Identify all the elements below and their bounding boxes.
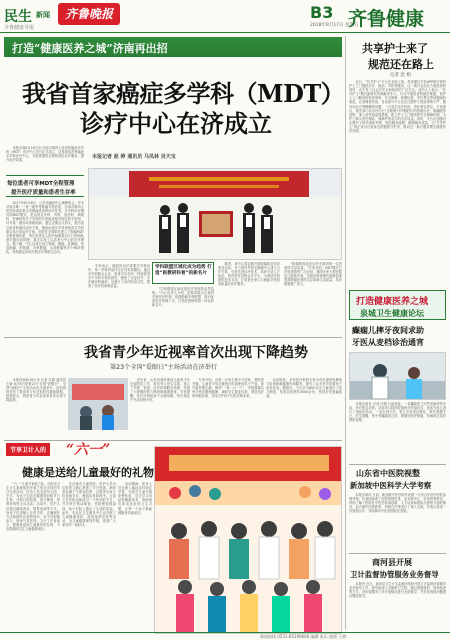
story3-kicker-bar (6, 442, 126, 458)
story2-headline: 我省青少年近视率首次出现下降趋势 (84, 345, 308, 361)
date-line: 2018年8月17日 星期五 (310, 23, 359, 28)
story3-kicker: 节享卫计人的 (6, 443, 50, 456)
story3-col2: 在济南市儿童医院，医护人员为住院患儿精心准备了节日惊喜，病房里挂满了气球和彩带，志愿者为孩子们表演节目、赠送玩具和图书，让患儿在医院也能度过一个快乐的节日。许多家长感动地说，医院想得很周到，孩子们脸上露出了久违的笑容。此外，各社区卫生服务中心也开展了儿童健康体检、疫苗接种宣传等活动，为儿童健康保驾护航，受到广大家长的一致好评。 (62, 482, 116, 527)
right-story2-title2: 牙医从麦档诊治通宵 (352, 337, 424, 347)
main-photo (88, 168, 342, 260)
story2-subhead: 第23个全国“爱眼日”主场活动在济举行 (110, 364, 218, 371)
divider-2 (4, 440, 342, 441)
eye-exam-photo-illustration (68, 378, 128, 430)
sub-line: 齐鲁健康导报 (4, 25, 35, 31)
right-story4-title2: 卫计监督协管服务业务督导 (350, 570, 439, 579)
children-day-photo-illustration (155, 447, 342, 634)
story3-col3: 活动期间，医务人员还深入偏远农村地区学校，为留守儿童开展免费体检，送去学习用品和健康读本，帮助他们养成良好的卫生习惯，让每一个孩子都能健康快乐地成长。 (118, 482, 152, 515)
main-story-col-mid2: "学科联盟区域化是医疗发展的必然趋势。"中心负责人介绍，医院将联合区域内多家医疗机构，组建肿瘤专科联盟，推动优质医疗资源下沉，打造医教研科普一体化的新名片。 (152, 287, 214, 308)
right-story3-body: 本报济南讯 日前，新加坡中医学院代表团一行到山东省中医院参观考察。代表团参观了医院的国医堂、治未病中心、针灸科等科室，详细了解了医院在中医药传承创新、人才培养和国际交流等方面的情况。双方就中医药教育、科研合作等进行了深入交流，并表示将进一步加强合作，共同推动中医药国际化发展。 (349, 493, 446, 514)
main-story-col-mid: 专家表示，癌症的治疗需要多学科协作，单一学科的治疗往往具有局限性。通过多学科联合会诊，患者可以在同一时间获得多个学科专家的意见，避免了反复挂号、多次就诊的麻烦，也减少了治疗的盲目性，提高了诊疗效率和质量。 (88, 264, 150, 289)
right-story1-byline: 记者 沈 娟 (390, 73, 411, 78)
right-divider-1 (349, 464, 446, 465)
right-story4-title1: 商河县开展 (372, 557, 412, 567)
main-headline-line2: 诊疗中心在济成立 (80, 109, 272, 138)
promo-banner-line2: 泉城卫生健康论坛 (360, 308, 424, 318)
main-story-col-right: 据悉，该中心将定期开展肿瘤防治知识普及活动，并与国内外知名肿瘤中心建立合作关系，引进先进诊疗技术，培养专业人才队伍。同时依托远程会诊平台，为基层医院提供技术支持，让患者在家门口就能享受到高质量的诊疗服务。 (218, 262, 280, 287)
masthead-rule (0, 32, 450, 33)
main-subhead-line1: 每位患者可享MDT全程管理 (7, 181, 75, 187)
story3-headline: 健康是送给儿童最好的礼物 (22, 466, 154, 479)
top-banner (4, 37, 342, 57)
ceremony-photo-illustration (89, 169, 342, 260)
right-story3-title1: 山东省中医院视整 (356, 468, 420, 478)
page-number: B3 (310, 3, 334, 22)
story2-photo (68, 378, 128, 430)
divider-1 (4, 337, 342, 338)
right-story2-photo (349, 352, 446, 400)
main-headline-line1: 我省首家癌症多学科（MDT） (22, 79, 345, 108)
story2-col1: 本报济南6月6日讯 记者 沈娟 通讯员 王晓 6月6日是第23个全国"爱眼日"，全国"爱眼日"主场活动在济南举行。活动现场发布了我省青少年近视防控最新数据，数据显示，我省青少年近视率首次出现下降趋势。 (6, 378, 66, 403)
right-story3-title2: 新加坡中医科学大学考察 (350, 481, 432, 490)
story2-col3: 专家介绍，近视一旦发生便不可逆转，预防是关键。儿童青少年应避免长时间使用电子产品，读写姿势要正确，保持"一拳一尺一寸"。学校要落实每天两次眼保健操，减轻学生课业负担，营造良好的用眼环境，共同守护孩子们的光明未来。 (192, 378, 264, 399)
story3-col1: "六一"儿童节来临之际，济南市卫生计生系统组织开展了形式多样的节日关爱活动。医务人员走进幼儿园、小学，为孩子们送去健康知识和节日礼物，开展口腔检查、视力筛查、营养咨询等义诊活动。活动中，医护人员通过趣味游戏、情景表演等方式，向孩子们讲解七步洗手法、正确刷牙方法和预防近视的知识，孩子们积极参与，现场气氛热烈。卫计工作者表示，健康是送给儿童最好的礼物，今后将继续关注儿童健康成长。 (6, 482, 60, 532)
story3-photo (154, 446, 342, 634)
footer-text: 新闻热线 0531-85196666 编辑 张乐 组版 王婷 (260, 634, 347, 639)
footer-rule (0, 632, 450, 633)
photo-caption-box (152, 262, 214, 284)
right-story2-body: 本报济南讯 记者 沈娟 日前深夜，一名癫痫患儿突然发病摔伤牙齿，家长焦急求助。济南市口腔医院值班牙医接诊后，连夜为患儿进行了细致的诊治，一直忙到天亮，患儿牙齿得以保住，家长感激不已。医生提醒，家中有癫痫患儿的，要做好防护措施，发病时应及时就医处理。 (349, 402, 446, 423)
story2-col4: 活动现场，多家医疗机构专家为市民提供免费视力检查和眼健康咨询服务，吸引了众多家长带着孩子前来参加。据统计，当天共为800余名儿童进行了视力筛查，发放宣传资料3000余份，受到市民普遍欢迎。 (266, 378, 342, 399)
right-column-rule (345, 36, 346, 630)
right-story2-title1: 癫痫儿摔牙夜间求助 (352, 325, 424, 335)
story3-kicker-liuyi: “六一” (66, 442, 111, 458)
main-byline: 本报记者 赵 婷 通讯员 马凤林 吴天宝 (92, 154, 176, 160)
page-name: 齐鲁健康 (348, 8, 425, 30)
main-subhead-line2: 提升医疗质量和患者生存率 (11, 190, 76, 196)
dentist-photo-illustration (350, 353, 446, 400)
main-story-col-far: "肿瘤的规范化诊疗关系到每一位患者的生存质量。"专家介绍，MDT模式已在欧美国家广泛应用，我国多家大型医院也已陆续开展，实践证明该模式能够显著提高肿瘤患者的生存率和生活质量，具有重要推广意义。 (284, 262, 342, 287)
photo-caption: 学科联盟区域化成为趋势 打造“医教研科普”的新名片 (155, 265, 212, 276)
story2-col2: 近年来，山东省高度重视儿童青少年近视防控工作，将其列入民生实事，建立了学校、家庭、医疗机构联动机制，开展了大规模的视力筛查和健康教育。专家提醒，家长应督促孩子合理用眼，每天保证户外活动两小时。 (130, 378, 190, 403)
right-story1-title2: 规范还在路上 (368, 58, 434, 71)
promo-banner (349, 290, 446, 320)
section-label: 民生 (4, 9, 32, 25)
paper-logo: 齐鲁晚报 (58, 3, 120, 25)
right-divider-2 (349, 553, 446, 554)
main-subhead-box (6, 175, 84, 197)
top-banner-text: 打造“健康医养之城”济南再出招 (12, 42, 168, 55)
right-story1-title1: 共享护士来了 (362, 42, 428, 55)
promo-banner-line1: 打造健康医养之城 (356, 297, 429, 307)
main-story-col-left-a: 本报济南8月16日讯 济南市第四人民医院癌症多学科（MDT）诊疗中心近日正式成立，这是我省首家癌症多学科诊疗中心，为患者提供全程规范化诊疗服务，提升治疗效果。 (6, 146, 84, 163)
right-story1-body: 近日，"共享护士"平台在多地上线，患者通过手机APP即可预约护士上门提供打针、换药、导尿等服务。这一新兴业态在方便患者的同时，也引发了社会对安全和规范的广泛关注。业内人士表示，"共享护士"模式能够有效缓解老年人、行动不便患者的就医难题，但护士上门服务的资质审核、安全保障、收费标准、责任界定等问题亟待规范。记者调查发现，目前部分平台存在注册护士资质审核不严、服务项目边界模糊等问题，一旦发生医疗纠纷，责任难以界定。专家建议，相关部门应尽快出台"互联网+护理服务"的管理办法，明确服务范围、准入条件和监管措施，建立护士上门服务的安全保障机制，为护士购买责任保险，保障护患双方的合法权益。同时，平台应加强对注册护士的培训和考核，规范服务流程，确保服务质量，让"共享护士"真正成为百姓身边的健康守护者，推动这一新兴服务模式健康有序发展。 (349, 80, 446, 134)
masthead (0, 0, 450, 36)
main-story-col-left-b: 2017年8月16日，山东省癌症中心揭牌成立。作为济南市唯一一家三级甲等肿瘤专科医院，济南市第四人民医院承担着全市肿瘤患者的诊疗任务。多学科诊疗模式即MDT模式，是由来自外科、内科、放疗科、病理科、影像科等多个学科的专家组成相对固定的专家组，针对某一器官或系统疾病，通过定期会议形式，提出适合患者的最佳治疗方案，继而由相关学科单独或多学科联合执行该治疗方案。医院在全国率先建立了肿瘤MDT全程管理体系，每位患者从入院开始都将由专门的团队进行随访和管理，真正实现了以患者为中心的诊疗理念。据了解，中心目前已设立胃癌、肺癌、乳腺癌、结直肠癌、肝胆胰、妇科肿瘤、头颈肿瘤等多个MDT团队，每周固定时间开展多学科联合会诊。 (6, 201, 84, 255)
section-sub-label: 新闻 (36, 11, 50, 19)
right-story4-body: 本报讯 近日，商河县卫生计生监督所组织开展卫计监督协管服务业务督导工作，督导组深入各镇街卫生院，通过查阅资料、现场检查等方式，对协管服务工作开展情况进行全面督导，并对发现的问题提出整改意见。 (349, 582, 446, 599)
